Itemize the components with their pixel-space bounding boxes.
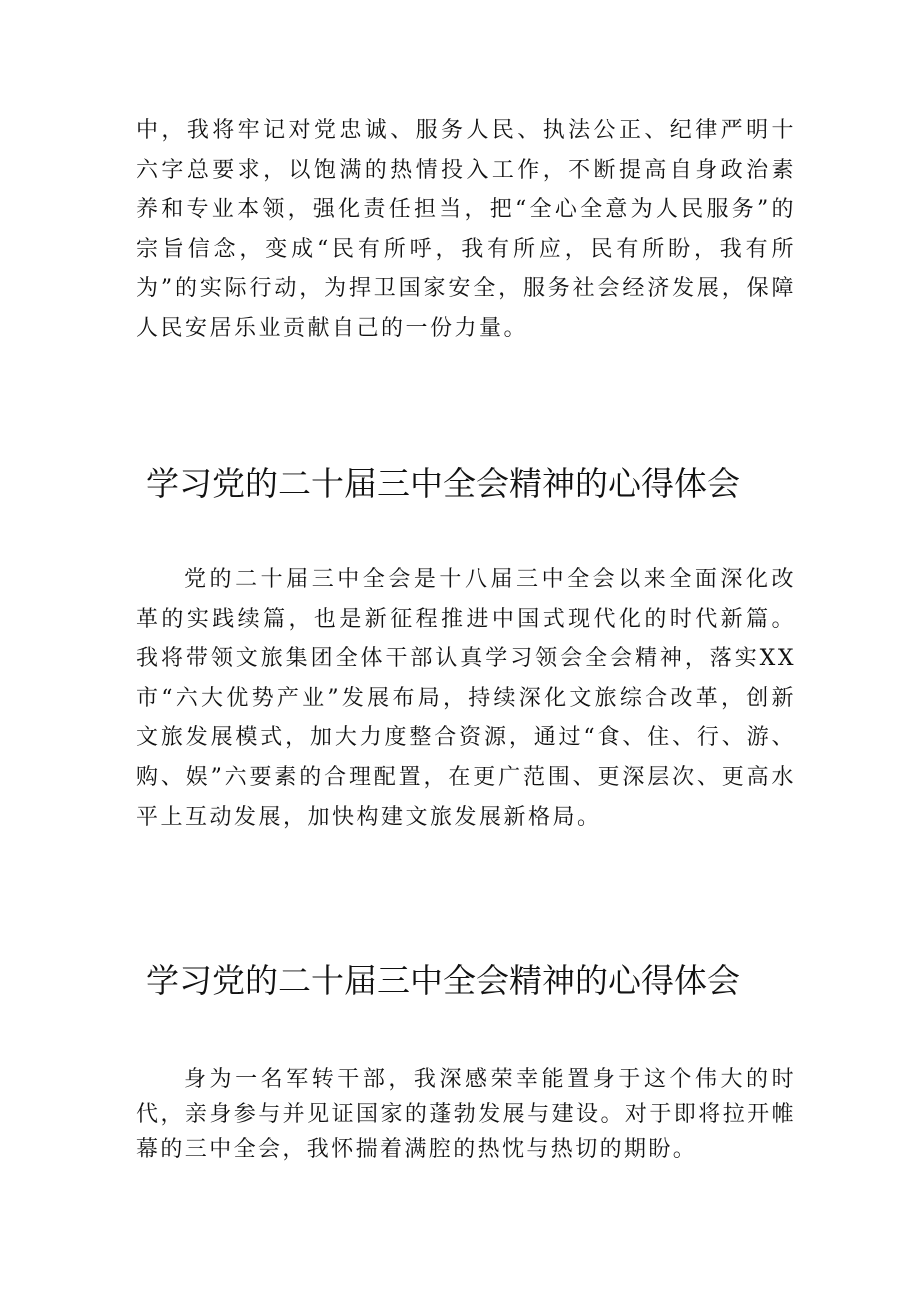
body-paragraph-2: 党的二十届三中全会是十八届三中全会以来全面深化改革的实践续篇，也是新征程推进中国式现代化的时代新篇。我将带领文旅集团全体干部认真学习领会全会精神，落实XX市“六大优势产业”发展布局，持续深化文旅综合改革，创新文旅发展模式，加大力度整合资源，通过“食、住、行、游、购、娱”六要素的合理配置，在更广范围、更深层次、更高水平上互动发展，加快构建文旅发展新格局。 xyxy=(136,567,796,830)
body-paragraph-1: 中，我将牢记对党忠诚、服务人民、执法公正、纪律严明十六字总要求，以饱满的热情投入工作，不断提高自身政治素养和专业本领，强化责任担当，把“全心全意为人民服务”的宗旨信念，变成“民有所呼，我有所应，民有所盼，我有所为”的实际行动，为捍卫国家安全，服务社会经济发展，保障人民安居乐业贡献自己的一份力量。 xyxy=(136,118,796,341)
section-heading-1: 学习党的二十届三中全会精神的心得体会 xyxy=(146,464,740,503)
body-paragraph-3: 身为一名军转干部，我深感荣幸能置身于这个伟大的时代，亲身参与并见证国家的蓬勃发展与建设。对于即将拉开帷幕的三中全会，我怀揣着满腔的热忱与热切的期盼。 xyxy=(136,1067,796,1162)
section-heading-2: 学习党的二十届三中全会精神的心得体会 xyxy=(146,961,740,1000)
